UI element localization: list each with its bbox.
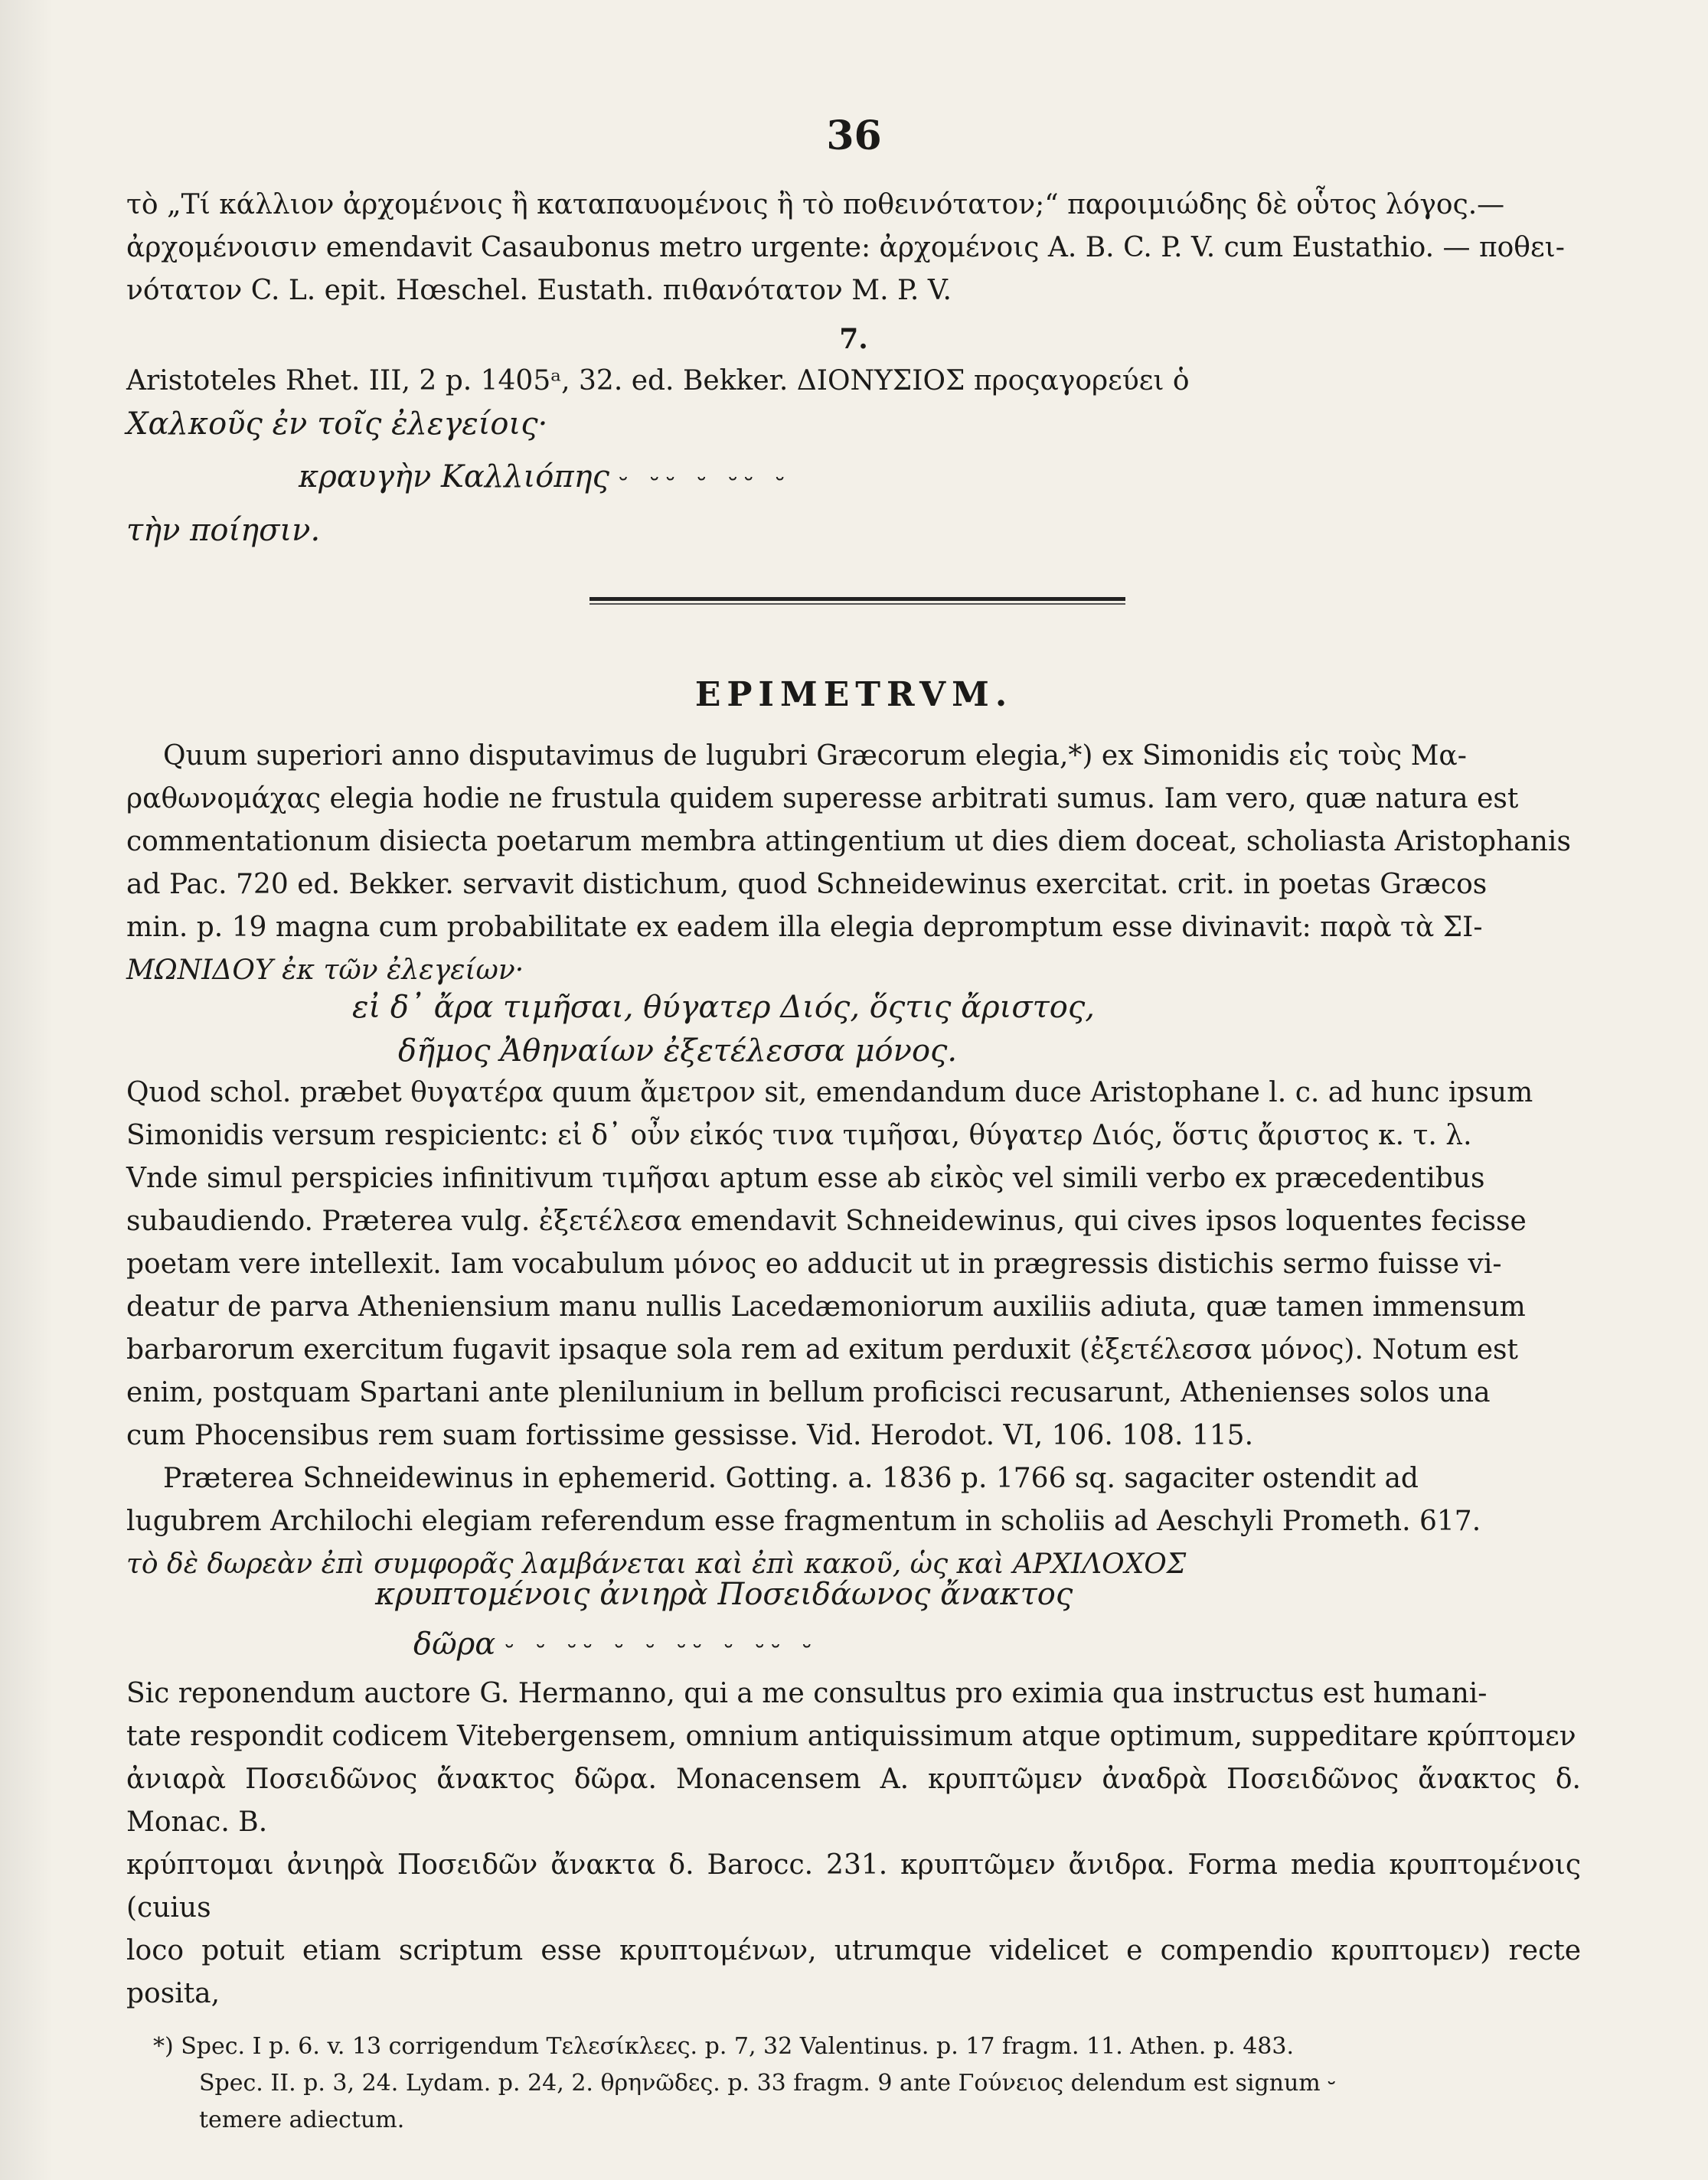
- verse-line: δῆμος Ἀθηναίων ἐξετέλεσσα μόνος.: [398, 1033, 958, 1069]
- verse-line: κρυπτομένοις ἀνιηρὰ Ποσειδάωνος ἄνακτος: [375, 1577, 1073, 1612]
- verse-text: δῶρα: [413, 1627, 496, 1662]
- top-text-block: [126, 184, 1581, 312]
- text-line: ad Pac. 720 ed. Bekker. servavit distichum, quod Schneidewinus exercitat. crit. in poetas Græcos: [126, 869, 1488, 900]
- text-line: ἀρχομένοισιν emendavit Casaubonus metro urgente: ἀρχομένοις A. B. C. P. V. cum Eustathio. — ποθει-: [126, 232, 1565, 263]
- verse-line: [413, 1623, 818, 1667]
- footnotes: [153, 2028, 1577, 2139]
- footnote-line: Spec. II. p. 3, 24. Lydam. p. 24, 2. θρηνῶδες. p. 33 fragm. 9 ante Γούνειος delendum est signum ⏑: [199, 2070, 1336, 2097]
- text-line: tate respondit codicem Vitebergensem, omnium antiquissimum atque optimum, suppeditare κρύπτομεν: [126, 1721, 1576, 1752]
- text-line: Aristoteles Rhet. III, 2 p. 1405ᵃ, 32. ed. Bekker. ΔΙΟΝΥΣΙΟΣ προςαγορεύει ὁ: [126, 365, 1190, 397]
- text-line: ραθωνομάχας elegia hodie ne frustula quidem superesse arbitrati sumus. Iam vero, quæ natura est: [126, 783, 1519, 814]
- text-line: Quum superiori anno disputavimus de lugubri Græcorum elegia,*) ex Simonidis εἰς τοὺς Μα-: [163, 740, 1467, 772]
- text-line: Simonidis versum respicientc: εἰ δ᾽ οὖν εἰκός τινα τιμῆσαι, θύγατερ Διός, ὅστις ἄριστος κ. τ. λ.: [126, 1120, 1472, 1151]
- verse-line: [299, 455, 792, 500]
- text-line: Sic reponendum auctore G. Hermanno, qui a me consultus pro eximia qua instructus est humani-: [126, 1678, 1488, 1709]
- text-line: cum Phocensibus rem suam fortissime gessisse. Vid. Herodot. VI, 106. 108. 115.: [126, 1420, 1254, 1451]
- section-heading: EPIMETRVM.: [694, 675, 1014, 714]
- meter-marks: ⏑ ⏑⏑ ⏑ ⏑⏑ ⏑: [619, 464, 792, 493]
- verse-line: εἰ δ᾽ ἄρα τιμῆσαι, θύγατερ Διός, ὅςτις ἄριστος,: [352, 990, 1095, 1025]
- text-line: subaudiendo. Præterea vulg. ἐξετέλεσα emendavit Schneidewinus, qui cives ipsos loquentes fecisse: [126, 1206, 1527, 1237]
- text-line: deatur de parva Atheniensium manu nullis Lacedæmoniorum auxiliis adiuta, quæ tamen immensum: [126, 1291, 1526, 1323]
- page-gutter-shadow: [0, 0, 54, 2180]
- section-7-block: [126, 360, 1581, 445]
- text-line: τὸ „Τί κάλλιον ἀρχομένοις ἢ καταπαυομένοις ἢ τὸ ποθεινότατον;“ παροιμιώδης δὲ οὗτος λόγος.—: [126, 189, 1505, 220]
- section-number: 7.: [839, 323, 868, 355]
- paragraph: [126, 735, 1581, 992]
- verse-line: τὴν ποίησιν.: [126, 513, 321, 548]
- meter-marks: ⏑ ⏑ ⏑⏑ ⏑ ⏑ ⏑⏑ ⏑ ⏑⏑ ⏑: [505, 1631, 819, 1660]
- paragraph: [126, 1673, 1581, 2015]
- text-line: commentationum disiecta poetarum membra attingentium ut dies diem doceat, scholiasta Aristophanis: [126, 826, 1571, 857]
- text-line: κρύπτομαι ἀνιηρὰ Ποσειδῶν ἄνακτα δ. Barocc. 231. κρυπτῶμεν ἄνιδρα. Forma media κρυπτομένοις (cuius: [126, 1849, 1581, 1924]
- page-number: 36: [826, 113, 882, 159]
- text-line: τὸ δὲ δωρεὰν ἐπὶ συμφορᾶς λαμβάνεται καὶ ἐπὶ κακοῦ, ὡς καὶ ΑΡΧΙΛΟΧΟΣ: [126, 1549, 1187, 1580]
- paragraph: [126, 1072, 1581, 1457]
- text-line: enim, postquam Spartani ante plenilunium in bellum proficisci recusarunt, Athenienses solos una: [126, 1377, 1491, 1408]
- verse-text: κραυγὴν Καλλιόπης: [299, 459, 609, 494]
- footnote-line: *) Spec. I p. 6. v. 13 corrigendum Τελεσίκλεες. p. 7, 32 Valentinus. p. 17 fragm. 11. Athen. p. 483.: [153, 2033, 1295, 2060]
- text-line: Vnde simul perspicies infinitivum τιμῆσαι aptum esse ab εἰκὸς vel simili verbo ex præcedentibus: [126, 1163, 1485, 1194]
- text-line: poetam vere intellexit. Iam vocabulum μόνος eo adducit ut in prægressis distichis sermo fuisse vi-: [126, 1248, 1502, 1280]
- paragraph: [126, 1457, 1581, 1586]
- footnote-line: temere adiectum.: [199, 2107, 405, 2133]
- divider-rule: [589, 597, 1125, 601]
- text-line: ἀνιαρὰ Ποσειδῶνος ἄνακτος δῶρα. Monacensem A. κρυπτῶμεν ἀναδρὰ Ποσειδῶνος ἄνακτος δ. Monac. B.: [126, 1764, 1581, 1838]
- text-line: ΜΩΝΙΔΟΥ ἐκ τῶν ἐλεγείων·: [126, 955, 524, 986]
- text-line: νότατον C. L. epit. Hœschel. Eustath. πιθανότατον M. P. V.: [126, 275, 952, 306]
- text-line: barbarorum exercitum fugavit ipsaque sola rem ad exitum perduxit (ἐξετέλεσσα μόνος). Notum est: [126, 1334, 1518, 1366]
- text-line: lugubrem Archilochi elegiam referendum esse fragmentum in scholiis ad Aeschyli Prometh. 617.: [126, 1506, 1481, 1537]
- text-line: Χαλκοῦς ἐν τοῖς ἐλεγείοις·: [126, 406, 548, 442]
- text-line: min. p. 19 magna cum probabilitate ex eadem illa elegia depromptum esse divinavit: παρὰ τὰ ΣΙ-: [126, 912, 1483, 943]
- text-line: loco potuit etiam scriptum esse κρυπτομένων, utrumque videlicet e compendio κρυπτομεν) recte posita,: [126, 1935, 1581, 2009]
- text-line: Præterea Schneidewinus in ephemerid. Gotting. a. 1836 p. 1766 sq. sagaciter ostendit ad: [163, 1463, 1419, 1494]
- text-line: Quod schol. præbet θυγατέρα quum ἄμετρον sit, emendandum duce Aristophane l. c. ad hunc ipsum: [126, 1077, 1533, 1108]
